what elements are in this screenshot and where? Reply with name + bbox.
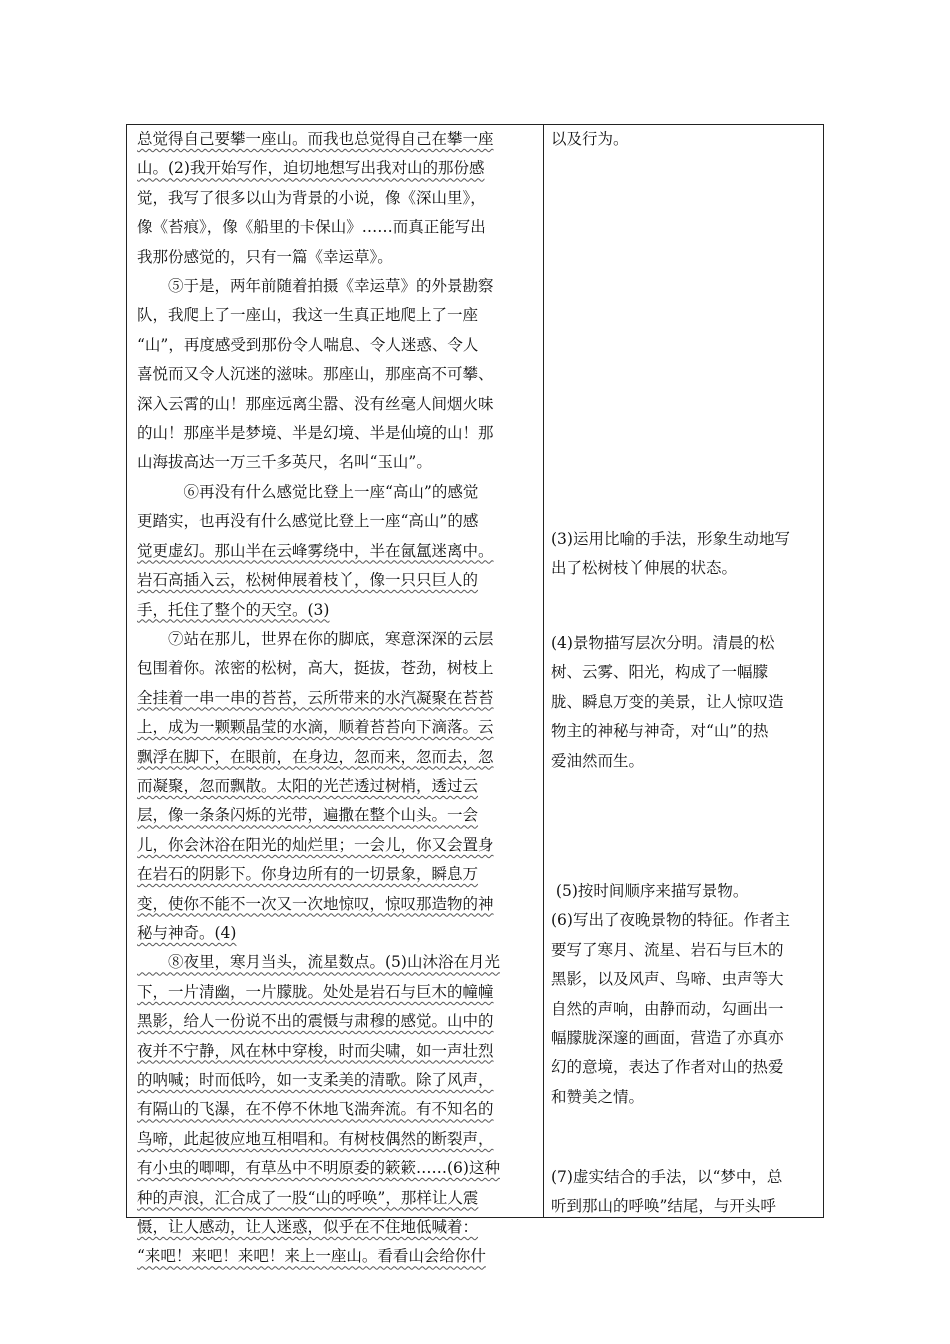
passage-line: “山”，再度感受到那份令人喘息、令人迷惑、令人 <box>137 335 479 354</box>
passage-line: 飘浮在脚下，在眼前，在身边，忽而来，忽而去，忽 <box>137 747 494 766</box>
passage-line: 黑影，给人一份说不出的震慑与肃穆的感觉。山中的 <box>137 1012 494 1031</box>
passage-line: 上，成为一颗颗晶莹的水滴，顺着苔苔向下滴落。云 <box>137 718 494 737</box>
passage-column <box>137 125 537 1272</box>
passage-line: 包围着你。浓密的松树，高大，挺拔，苍劲，树枝上 <box>137 659 494 678</box>
note-3 <box>551 525 819 584</box>
note-line: (7)虚实结合的手法，以“梦中，总 <box>551 1168 783 1186</box>
note-line: 幅朦胧深邃的画面，营造了亦真亦 <box>551 1029 784 1048</box>
passage-line: 总觉得自己要攀一座山。而我也总觉得自己在攀一座 <box>137 130 494 148</box>
note-line: 听到那山的呼唤”结尾，与开头呼 <box>551 1197 776 1216</box>
note-line: (4)景物描写层次分明。清晨的松 <box>551 634 775 652</box>
passage-line: 有隔山的飞瀑，在不停不休地飞湍奔流。有不知名的 <box>137 1100 494 1119</box>
note-line: 爱油然而生。 <box>551 751 645 770</box>
passage-line: 觉更虚幻。那山半在云峰雾绕中，半在氤氲迷离中。 <box>137 541 494 560</box>
passage-line: 夜并不宁静，风在林中穿梭，时而尖啸，如一声壮烈 <box>137 1041 494 1060</box>
passage-line: 的呐喊；时而低吟，如一支柔美的清歌。除了风声， <box>137 1071 494 1089</box>
passage-line: ⑤于是，两年前随着拍摄《幸运草》的外景勘察 <box>137 277 494 296</box>
passage-line: 手，托住了整个的天空。(3) <box>137 600 330 619</box>
passage-line: 像《苔痕》，像《船里的卡保山》……而真正能写出 <box>137 218 486 237</box>
passage-line: 山。(2)我开始写作，迫切地想写出我对山的那份感 <box>137 159 485 178</box>
column-divider <box>543 125 544 1217</box>
passage-line: 而凝聚，忽而飘散。太阳的光芒透过树梢，透过云 <box>137 776 479 795</box>
note-line: (6)写出了夜晚景物的特征。作者主 <box>551 911 790 930</box>
note-line: (5)按时间顺序来描写景物。 <box>551 882 749 900</box>
passage-line: 全挂着一串一串的苔苔，云所带来的水汽凝聚在苔苔 <box>137 688 494 707</box>
passage-line: 队，我爬上了一座山，我这一生真正地爬上了一座 <box>137 306 479 325</box>
note-line: 要写了寒月、流星、岩石与巨木的 <box>551 940 784 959</box>
note-7 <box>551 1163 819 1222</box>
passage-line: 种的声浪，汇合成了一股“山的呼唤”，那样让人震 <box>137 1188 479 1207</box>
passage-line: 更踏实，也再没有什么感觉比登上一座“高山”的感 <box>137 512 479 531</box>
annotation-table <box>126 124 824 1266</box>
note-line: 和赞美之情。 <box>551 1087 645 1106</box>
passage-line: ⑥再没有什么感觉比登上一座“高山”的感觉 <box>137 482 479 501</box>
passage-line: 有小虫的唧唧，有草丛中不明原委的簌簌……(6)这种 <box>137 1159 500 1178</box>
passage-line: ⑦站在那儿，世界在你的脚底，寒意深深的云层 <box>137 629 494 648</box>
note-line: 以及行为。 <box>551 130 629 148</box>
passage-line: 鸟啼，此起彼应地互相唱和。有树枝偶然的断裂声， <box>137 1129 494 1148</box>
passage-line: 山海拔高达一万三千多英尺，名叫“玉山”。 <box>137 453 432 472</box>
passage-line: 秘与神奇。(4) <box>137 923 237 942</box>
passage-line: 的山！那座半是梦境、半是幻境、半是仙境的山！那 <box>137 424 494 443</box>
passage-line: 岩石高插入云，松树伸展着枝丫，像一只只巨人的 <box>137 571 479 590</box>
passage-line: 觉，我写了很多以山为背景的小说，像《深山里》， <box>137 188 486 207</box>
note-line: (3)运用比喻的手法，形象生动地写 <box>551 530 790 548</box>
passage-line: 慑，让人感动，让人迷惑，似乎在不住地低喊着： <box>137 1218 479 1237</box>
note-line: 胧、瞬息万变的美景，让人惊叹造 <box>551 692 784 711</box>
passage-line: “来吧！来吧！来吧！来上一座山。看看山会给你什 <box>137 1247 486 1266</box>
note-line: 出了松树枝丫伸展的状态。 <box>551 559 738 578</box>
passage-line: 层，像一条条闪烁的光带，遍撒在整个山头。一会 <box>137 806 479 825</box>
passage-line: 喜悦而又令人沉迷的滋味。那座山，那座高不可攀、 <box>137 365 494 384</box>
passage-line: 下，一片清幽，一片朦胧。处处是岩石与巨木的幢幢 <box>137 982 494 1001</box>
passage-line: ⑧夜里，寒月当头，流星数点。(5)山沐浴在月光 <box>137 953 500 972</box>
note-line: 物主的神秘与神奇，对“山”的热 <box>551 722 769 741</box>
passage-line: 变，使你不能不一次又一次地惊叹，惊叹那造物的神 <box>137 894 494 913</box>
passage-line: 我那份感觉的，只有一篇《幸运草》。 <box>137 247 393 266</box>
note-line: 幻的意境，表达了作者对山的热爱 <box>551 1058 784 1077</box>
passage-line: 深入云霄的山！那座远离尘嚣、没有丝毫人间烟火味 <box>137 394 494 413</box>
note-4 <box>551 629 819 776</box>
note-line: 黑影，以及风声、鸟啼、虫声等大 <box>551 970 784 989</box>
passage-line: 儿，你会沐浴在阳光的灿烂里；一会儿，你又会置身 <box>137 835 494 854</box>
note-line: 自然的声响，由静而动，勾画出一 <box>551 999 784 1018</box>
note-5-6 <box>551 877 819 1112</box>
note-line: 树、云雾、阳光，构成了一幅朦 <box>551 663 769 682</box>
note-continuation <box>551 125 819 154</box>
passage-line: 在岩石的阴影下。你身边所有的一切景象，瞬息万 <box>137 865 479 884</box>
